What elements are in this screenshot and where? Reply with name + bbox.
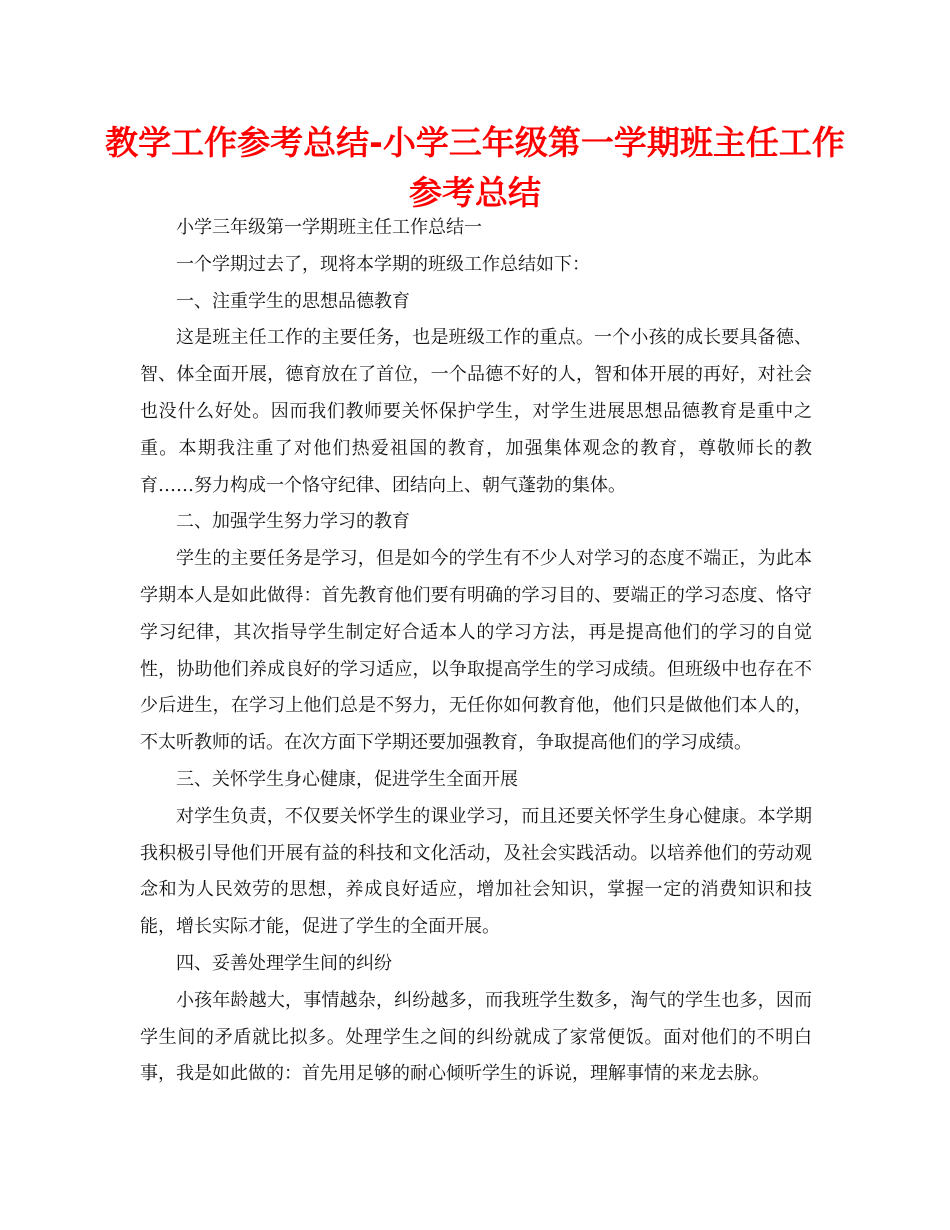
document-body bbox=[140, 210, 812, 1093]
body-paragraph: 这是班主任工作的主要任务，也是班级工作的重点。一个小孩的成长要具备德、智、体全面开展，德育放在了首位，一个品德不好的人，智和体开展的再好，对社会也没什么好处。因而我们教师要关怀保护学生，对学生进展思想品德教育是重中之重。本期我注重了对他们热爱祖国的教育，加强集体观念的教育，尊敬师长的教育……努力构成一个恪守纪律、团结向上、朝气蓬勃的集体。 bbox=[140, 327, 812, 496]
section-heading: 小学三年级第一学期班主任工作总结一 bbox=[176, 217, 482, 238]
body-paragraph: 学生的主要任务是学习，但是如今的学生有不少人对学习的态度不端正，为此本学期本人是如此做得：首先教育他们要有明确的学习目的、要端正的学习态度、恪守学习纪律，其次指导学生制定好合适本人的学习方法，再是提高他们的学习的自觉性，协助他们养成良好的学习适应，以争取提高学生的学习成绩。但班级中也存在不少后进生，在学习上他们总是不努力，无任你如何教育他，他们只是做他们本人的，不太听教师的话。在次方面下学期还要加强教育，争取提高他们的学习成绩。 bbox=[140, 548, 812, 754]
section-heading: 二、加强学生努力学习的教育 bbox=[176, 511, 410, 533]
document-title: 教学工作参考总结-小学三年级第一学期班主任工作参考总结 bbox=[105, 123, 845, 212]
body-paragraph: 小孩年龄越大，事情越杂，纠纷越多，而我班学生数多，淘气的学生也多，因而学生间的矛盾就比拟多。处理学生之间的纠纷就成了家常便饭。面对他们的不明白事，我是如此做的：首先用足够的耐心倾听学生的诉说，理解事情的来龙去脉。 bbox=[140, 989, 812, 1085]
section-heading: 一、注重学生的思想品德教育 bbox=[176, 290, 410, 312]
section-heading: 三、关怀学生身心健康，促进学生全面开展 bbox=[176, 768, 518, 790]
section-heading: 四、妥善处理学生间的纠纷 bbox=[176, 952, 392, 974]
body-paragraph: 对学生负责，不仅要关怀学生的课业学习，而且还要关怀学生身心健康。本学期我积极引导他们开展有益的科技和文化活动，及社会实践活动。以培养他们的劳动观念和为人民效劳的思想，养成良好适应，增加社会知识，掌握一定的消费知识和技能，增长实际才能，促进了学生的全面开展。 bbox=[140, 805, 812, 938]
intro-paragraph: 一个学期过去了，现将本学期的班级工作总结如下： bbox=[176, 253, 590, 275]
